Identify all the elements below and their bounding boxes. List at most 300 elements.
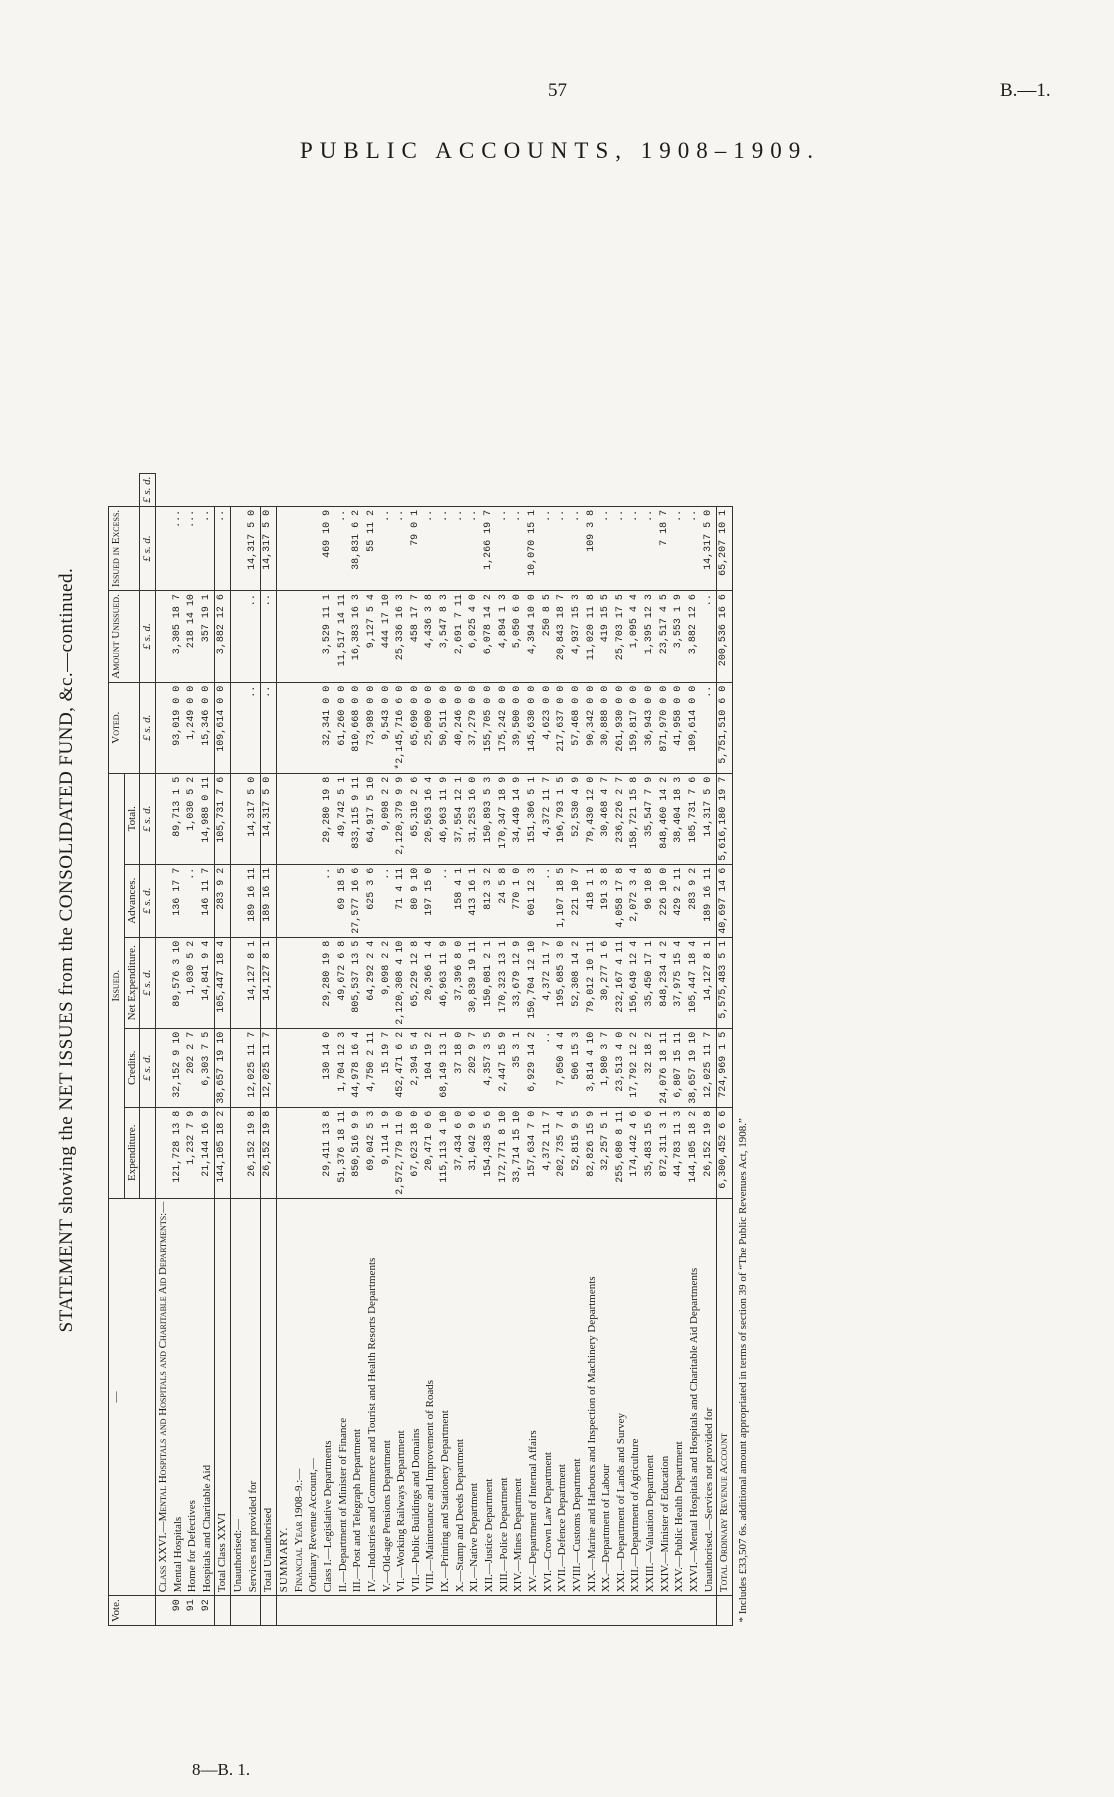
excess-cell: 55 11 2 <box>365 506 380 590</box>
table-row <box>541 473 556 1625</box>
net-cell: 30,839 19 11 <box>467 937 482 1028</box>
exp-cell: 9,114 1 9 <box>380 1107 395 1198</box>
net-cell: 4,372 11 7 <box>541 937 556 1028</box>
vote-cell <box>409 1596 424 1626</box>
cred-cell: 2,394 5 4 <box>409 1028 424 1107</box>
units-cell: £ s. d. <box>140 682 156 773</box>
description-cell: Unauthorised.—Services not provided for <box>702 1198 717 1596</box>
excess-cell <box>292 506 307 590</box>
cred-cell: 23,513 4 0 <box>614 1028 629 1107</box>
table-row <box>380 473 395 1625</box>
voted-cell: 109,614 0 0 <box>687 682 702 773</box>
total-cell: 35,547 7 9 <box>643 773 658 864</box>
exp-cell: 850,516 9 9 <box>350 1107 365 1198</box>
total-cell <box>306 773 321 864</box>
unissued-cell: 25,703 17 5 <box>614 591 629 683</box>
unissued-cell: 3,547 8 3 <box>438 591 453 683</box>
adv-cell: 283 9 2 <box>215 864 231 937</box>
excess-cell <box>306 506 321 590</box>
voted-cell: *2,145,716 6 0 <box>394 682 409 773</box>
voted-cell: 40,246 0 0 <box>453 682 468 773</box>
rotated-statement <box>56 150 1086 1750</box>
excess-cell: .. <box>394 506 409 590</box>
unauth-heading <box>231 473 246 1625</box>
description-cell: XXIII.—Valuation Department <box>643 1198 658 1596</box>
units-cell: £ s. d. <box>140 937 156 1028</box>
exp-cell: 115,113 4 10 <box>438 1107 453 1198</box>
cred-cell <box>155 1028 170 1107</box>
exp-cell: 157,634 7 0 <box>526 1107 541 1198</box>
advances-header: Advances. <box>124 864 140 937</box>
exp-cell: 37,434 6 0 <box>453 1107 468 1198</box>
excess-cell: ... <box>171 506 186 590</box>
unissued-cell <box>231 591 246 683</box>
table-row <box>511 473 526 1625</box>
exp-cell: 144,105 18 2 <box>215 1107 231 1198</box>
vote-cell <box>511 1596 526 1626</box>
voted-cell: 155,705 0 0 <box>482 682 497 773</box>
net-cell: 46,963 11 9 <box>438 937 453 1028</box>
adv-cell: .. <box>541 864 556 937</box>
total-class-row <box>215 473 231 1625</box>
adv-cell: 189 16 11 <box>246 864 261 937</box>
adv-cell: 2,072 3 4 <box>628 864 643 937</box>
total-cell: 105,731 7 6 <box>687 773 702 864</box>
total-cell: 170,347 18 9 <box>497 773 512 864</box>
unissued-cell <box>155 591 170 683</box>
excess-cell: 14,317 5 0 <box>246 506 261 590</box>
adv-cell: 413 16 1 <box>467 864 482 937</box>
excess-cell: .. <box>497 506 512 590</box>
excess-cell <box>277 506 292 590</box>
net-cell: 14,127 8 1 <box>246 937 261 1028</box>
description-cell: Total Class XXVI <box>215 1198 231 1596</box>
excess-cell: .. <box>541 506 556 590</box>
adv-cell: 418 1 1 <box>585 864 600 937</box>
description-cell: X.—Stamp and Deeds Department <box>453 1198 468 1596</box>
excess-cell: .. <box>336 506 351 590</box>
total-cell: 848,460 14 2 <box>658 773 673 864</box>
adv-cell <box>277 864 292 937</box>
table-row <box>526 473 541 1625</box>
net-cell <box>231 937 246 1028</box>
statement-title: STATEMENT showing the NET ISSUES from the CONSOLIDATED FUND, &c.—continued. <box>56 567 77 1333</box>
unissued-cell: 6,025 4 0 <box>467 591 482 683</box>
cred-cell: 6,929 14 2 <box>526 1028 541 1107</box>
fy-heading <box>292 473 307 1625</box>
total-cell: 38,404 18 3 <box>672 773 687 864</box>
unissued-cell <box>306 591 321 683</box>
description-cell: Class I.—Legislative Departments <box>321 1198 336 1596</box>
net-cell: 9,098 2 2 <box>380 937 395 1028</box>
adv-cell: 80 9 10 <box>409 864 424 937</box>
exp-cell: 21,144 16 9 <box>200 1107 215 1198</box>
total-cell: 20,563 16 4 <box>423 773 438 864</box>
total-cell: 1,030 5 2 <box>185 773 200 864</box>
unissued-cell: 419 15 5 <box>599 591 614 683</box>
description-cell: XIX.—Marine and Harbours and Inspection of Machinery Departments <box>585 1198 600 1596</box>
ord-heading-text: Ordinary Revenue Account,— <box>306 1198 321 1596</box>
exp-cell: 2,572,779 11 0 <box>394 1107 409 1198</box>
vote-cell <box>687 1596 702 1626</box>
adv-cell: 197 15 0 <box>423 864 438 937</box>
table-row <box>658 473 673 1625</box>
net-cell: 195,685 3 0 <box>555 937 570 1028</box>
total-cell <box>155 773 170 864</box>
voted-cell: 50,511 0 0 <box>438 682 453 773</box>
table-row <box>643 473 658 1625</box>
table-row <box>482 473 497 1625</box>
units-cell: £ s. d. <box>140 591 156 683</box>
net-cell: 105,447 18 4 <box>687 937 702 1028</box>
exp-cell <box>277 1107 292 1198</box>
voted-cell: 36,943 0 0 <box>643 682 658 773</box>
table-row <box>336 473 351 1625</box>
adv-cell: .. <box>438 864 453 937</box>
voted-cell: 9,543 0 0 <box>380 682 395 773</box>
footnote: * Includes £33,507 6s. additional amount appropriated in terms of section 39 of “The Public Revenues Act, 1908.” <box>732 506 750 1625</box>
units-cell: £ s. d. <box>140 1028 156 1107</box>
voted-cell <box>231 682 246 773</box>
table-row <box>497 473 512 1625</box>
class-heading-text: Class XXVI.—Mental Hospitals and Hospitals and Charitable Aid Departments:— <box>155 1198 170 1596</box>
adv-cell: .. <box>380 864 395 937</box>
units-cell: £ s. d. <box>140 864 156 937</box>
excess-cell: .. <box>423 506 438 590</box>
voted-cell: 65,690 0 0 <box>409 682 424 773</box>
exp-cell: 174,442 4 6 <box>628 1107 643 1198</box>
vote-cell <box>277 1596 292 1626</box>
ord-heading <box>306 473 321 1625</box>
total-cell: 52,530 4 9 <box>570 773 585 864</box>
exp-cell: 121,728 13 8 <box>171 1107 186 1198</box>
cred-cell: 12,025 11 7 <box>702 1028 717 1107</box>
adv-cell: 625 3 6 <box>365 864 380 937</box>
cred-cell: 2,447 15 9 <box>497 1028 512 1107</box>
adv-cell: 69 18 5 <box>336 864 351 937</box>
vote-cell <box>628 1596 643 1626</box>
unissued-cell: 458 17 7 <box>409 591 424 683</box>
vote-cell <box>702 1596 717 1626</box>
table-row <box>599 473 614 1625</box>
description-cell: III.—Post and Telegraph Department <box>350 1198 365 1596</box>
cred-cell: 7,050 4 4 <box>555 1028 570 1107</box>
adv-cell: 4,058 17 8 <box>614 864 629 937</box>
net-cell: 156,649 12 4 <box>628 937 643 1028</box>
cred-cell: 37 18 0 <box>453 1028 468 1107</box>
total-cell: 14,317 5 0 <box>261 773 277 864</box>
fy-heading-text: Financial Year 1908–9.:— <box>292 1198 307 1596</box>
unissued-cell: 4,894 1 3 <box>497 591 512 683</box>
excess-cell: .. <box>453 506 468 590</box>
cred-cell: 17,792 12 2 <box>628 1028 643 1107</box>
vote-cell <box>467 1596 482 1626</box>
total-cell: 37,554 12 1 <box>453 773 468 864</box>
vote-cell <box>658 1596 673 1626</box>
voted-cell: 261,930 0 0 <box>614 682 629 773</box>
adv-cell <box>306 864 321 937</box>
cred-cell: 32 18 2 <box>643 1028 658 1107</box>
units-cell: £ s. d. <box>140 506 156 590</box>
vote-cell <box>261 1596 277 1626</box>
table-row <box>687 473 702 1625</box>
net-cell: 30,277 1 6 <box>599 937 614 1028</box>
description-cell: Total Ordinary Revenue Account <box>717 1198 733 1596</box>
voted-cell: 61,260 0 0 <box>336 682 351 773</box>
excess-cell <box>231 506 246 590</box>
cred-cell: 1,704 12 3 <box>336 1028 351 1107</box>
exp-cell: 255,680 8 11 <box>614 1107 629 1198</box>
excess-cell: 65,207 10 1 <box>717 506 733 590</box>
unissued-cell: 3,553 1 9 <box>672 591 687 683</box>
table-row <box>350 473 365 1625</box>
voted-cell: 15,346 0 0 <box>200 682 215 773</box>
unissued-cell: 444 17 10 <box>380 591 395 683</box>
vote-cell <box>246 1596 261 1626</box>
excess-cell: .. <box>380 506 395 590</box>
table-row <box>570 473 585 1625</box>
voted-cell: .. <box>702 682 717 773</box>
summary-title <box>277 473 292 1625</box>
net-cell: 37,975 15 4 <box>672 937 687 1028</box>
excess-cell: .. <box>200 506 215 590</box>
voted-cell: 30,888 0 0 <box>599 682 614 773</box>
description-cell: II.—Department of Minister of Finance <box>336 1198 351 1596</box>
exp-cell: 44,783 11 3 <box>672 1107 687 1198</box>
total-cell: 64,917 5 10 <box>365 773 380 864</box>
issued-header: Issued. <box>109 773 125 1198</box>
description-cell: XV.—Department of Internal Affairs <box>526 1198 541 1596</box>
adv-cell: 221 10 7 <box>570 864 585 937</box>
total-cell: 79,430 12 0 <box>585 773 600 864</box>
table-row <box>394 473 409 1625</box>
net-cell <box>306 937 321 1028</box>
units-cell: £ s. d. <box>140 773 156 864</box>
vote-cell <box>231 1596 246 1626</box>
description-cell: Mental Hospitals <box>171 1198 186 1596</box>
net-cell <box>155 937 170 1028</box>
excess-cell: 38,831 6 2 <box>350 506 365 590</box>
excess-cell: 469 10 9 <box>321 506 336 590</box>
unissued-cell: 250 8 5 <box>541 591 556 683</box>
units-cell: £ s. d. <box>140 473 156 506</box>
net-cell: 150,704 12 10 <box>526 937 541 1028</box>
description-cell: Home for Defectives <box>185 1198 200 1596</box>
vote-cell <box>526 1596 541 1626</box>
main-title: PUBLIC ACCOUNTS, 1908–1909. <box>300 138 820 163</box>
cred-cell: 452,471 6 2 <box>394 1028 409 1107</box>
description-cell: XI.—Native Department <box>467 1198 482 1596</box>
excess-cell: .. <box>599 506 614 590</box>
vote-cell <box>672 1596 687 1626</box>
exp-cell: 32,257 5 1 <box>599 1107 614 1198</box>
total-cell: 14,317 5 0 <box>702 773 717 864</box>
adv-cell: 40,697 14 6 <box>717 864 733 937</box>
unissued-cell: 3,882 12 6 <box>687 591 702 683</box>
net-cell: 52,308 14 2 <box>570 937 585 1028</box>
cred-cell: 35 3 1 <box>511 1028 526 1107</box>
total-header: Total. <box>124 773 140 864</box>
page-footer: 8—B. 1. <box>192 1760 251 1779</box>
voted-cell: 175,242 0 0 <box>497 682 512 773</box>
adv-cell: 601 12 3 <box>526 864 541 937</box>
cred-cell: 24,076 18 11 <box>658 1028 673 1107</box>
net-cell: 14,841 9 4 <box>200 937 215 1028</box>
exp-cell: 26,152 19 8 <box>261 1107 277 1198</box>
net-cell: 2,120,308 4 10 <box>394 937 409 1028</box>
net-cell: 5,575,483 5 1 <box>717 937 733 1028</box>
adv-cell <box>292 864 307 937</box>
table-row <box>409 473 424 1625</box>
cred-cell <box>292 1028 307 1107</box>
net-cell: 37,396 8 0 <box>453 937 468 1028</box>
exp-cell: 872,311 3 1 <box>658 1107 673 1198</box>
total-cell: 14,317 5 0 <box>246 773 261 864</box>
total-cell: 89,713 1 5 <box>171 773 186 864</box>
description-cell: IX.—Printing and Stationery Department <box>438 1198 453 1596</box>
description-cell: Hospitals and Charitable Aid <box>200 1198 215 1596</box>
excess-cell: 7 18 7 <box>658 506 673 590</box>
cred-cell: 506 15 3 <box>570 1028 585 1107</box>
description-cell: XXVI.—Mental Hospitals and Hospitals and Charitable Aid Departments <box>687 1198 702 1596</box>
unissued-cell: 23,517 4 5 <box>658 591 673 683</box>
unissued-header: Amount Unissued. <box>109 591 140 683</box>
adv-cell <box>155 864 170 937</box>
adv-cell: 24 5 8 <box>497 864 512 937</box>
net-cell: 1,030 5 2 <box>185 937 200 1028</box>
total-cell: 151,306 5 1 <box>526 773 541 864</box>
footnote-row <box>732 473 750 1625</box>
voted-cell: 217,637 0 0 <box>555 682 570 773</box>
net-cell <box>277 937 292 1028</box>
description-cell: V.—Old-age Pensions Department <box>380 1198 395 1596</box>
cred-cell: 32,152 9 10 <box>171 1028 186 1107</box>
vote-cell <box>336 1596 351 1626</box>
total-cell: 4,372 11 7 <box>541 773 556 864</box>
voted-cell: 57,468 0 0 <box>570 682 585 773</box>
vote-cell <box>497 1596 512 1626</box>
net-cell: 170,323 13 1 <box>497 937 512 1028</box>
total-cell: 105,731 7 6 <box>215 773 231 864</box>
description-cell: XIII.—Police Department <box>497 1198 512 1596</box>
description-cell: XXII.—Department of Agriculture <box>628 1198 643 1596</box>
adv-cell: 429 2 11 <box>672 864 687 937</box>
table-row <box>438 473 453 1625</box>
voted-cell: 145,630 0 0 <box>526 682 541 773</box>
unissued-cell: 4,937 15 3 <box>570 591 585 683</box>
unissued-cell: 218 14 10 <box>185 591 200 683</box>
description-cell: XII.—Justice Department <box>482 1198 497 1596</box>
net-cell: 49,672 6 8 <box>336 937 351 1028</box>
voted-cell: 25,000 0 0 <box>423 682 438 773</box>
description-cell: VI.—Working Railways Department <box>394 1198 409 1596</box>
total-cell: 30,468 4 7 <box>599 773 614 864</box>
total-cell: 150,893 5 3 <box>482 773 497 864</box>
adv-cell: 283 9 2 <box>687 864 702 937</box>
net-cell: 33,679 12 9 <box>511 937 526 1028</box>
excess-cell: .. <box>643 506 658 590</box>
excess-cell: .. <box>467 506 482 590</box>
adv-cell: 812 3 2 <box>482 864 497 937</box>
adv-cell: 96 10 8 <box>643 864 658 937</box>
table-row <box>185 473 200 1625</box>
unissued-cell: .. <box>702 591 717 683</box>
voted-cell <box>306 682 321 773</box>
cred-cell: 4,750 2 11 <box>365 1028 380 1107</box>
exp-cell <box>155 1107 170 1198</box>
exp-cell: 154,438 5 6 <box>482 1107 497 1198</box>
exp-cell: 4,372 11 7 <box>541 1107 556 1198</box>
net-cell: 20,366 1 4 <box>423 937 438 1028</box>
unissued-cell: 357 19 1 <box>200 591 215 683</box>
adv-cell: 191 3 8 <box>599 864 614 937</box>
vote-cell <box>585 1596 600 1626</box>
adv-cell: 27,577 16 6 <box>350 864 365 937</box>
cred-cell: 724,969 1 5 <box>717 1028 733 1107</box>
excess-cell: .. <box>614 506 629 590</box>
total-cell <box>231 773 246 864</box>
unissued-cell <box>277 591 292 683</box>
excess-cell: .. <box>687 506 702 590</box>
table-row <box>628 473 643 1625</box>
excess-cell: .. <box>555 506 570 590</box>
page-number: 57 <box>548 80 567 101</box>
vote-cell <box>380 1596 395 1626</box>
vote-cell <box>394 1596 409 1626</box>
exp-cell: 202,735 7 4 <box>555 1107 570 1198</box>
cred-cell <box>277 1028 292 1107</box>
vote-cell <box>717 1596 733 1626</box>
excess-cell: 109 3 8 <box>585 506 600 590</box>
description-cell: XXI.—Department of Lands and Survey <box>614 1198 629 1596</box>
net-cell: 89,576 3 10 <box>171 937 186 1028</box>
vote-cell <box>438 1596 453 1626</box>
credits-header: Credits. <box>124 1028 140 1107</box>
table-row <box>365 473 380 1625</box>
total-cell: 5,616,180 19 7 <box>717 773 733 864</box>
description-cell: XX.—Department of Labour <box>599 1198 614 1596</box>
exp-cell <box>306 1107 321 1198</box>
vote-cell <box>570 1596 585 1626</box>
unissued-cell: 2,691 7 11 <box>453 591 468 683</box>
adv-cell <box>231 864 246 937</box>
total-cell <box>277 773 292 864</box>
net-cell: 14,127 8 1 <box>702 937 717 1028</box>
unissued-cell: 20,843 18 7 <box>555 591 570 683</box>
excess-cell: 1,266 19 7 <box>482 506 497 590</box>
description-cell: VII.—Public Buildings and Domains <box>409 1198 424 1596</box>
cred-cell: 4,357 3 5 <box>482 1028 497 1107</box>
adv-cell: 770 1 0 <box>511 864 526 937</box>
excess-cell: .. <box>628 506 643 590</box>
exp-cell <box>292 1107 307 1198</box>
exp-cell: 1,232 7 9 <box>185 1107 200 1198</box>
total-cell: 236,226 2 7 <box>614 773 629 864</box>
cred-cell: .. <box>541 1028 556 1107</box>
adv-cell: .. <box>185 864 200 937</box>
table-row <box>246 473 261 1625</box>
unissued-cell: 1,095 4 4 <box>628 591 643 683</box>
expenditure-header: Expenditure. <box>124 1107 140 1198</box>
cred-cell <box>306 1028 321 1107</box>
exp-cell: 35,483 15 6 <box>643 1107 658 1198</box>
voted-cell: 41,958 0 0 <box>672 682 687 773</box>
excess-cell: 79 0 1 <box>409 506 424 590</box>
cred-cell: 3,814 4 10 <box>585 1028 600 1107</box>
vote-cell <box>482 1596 497 1626</box>
vote-cell <box>541 1596 556 1626</box>
vote-cell <box>365 1596 380 1626</box>
